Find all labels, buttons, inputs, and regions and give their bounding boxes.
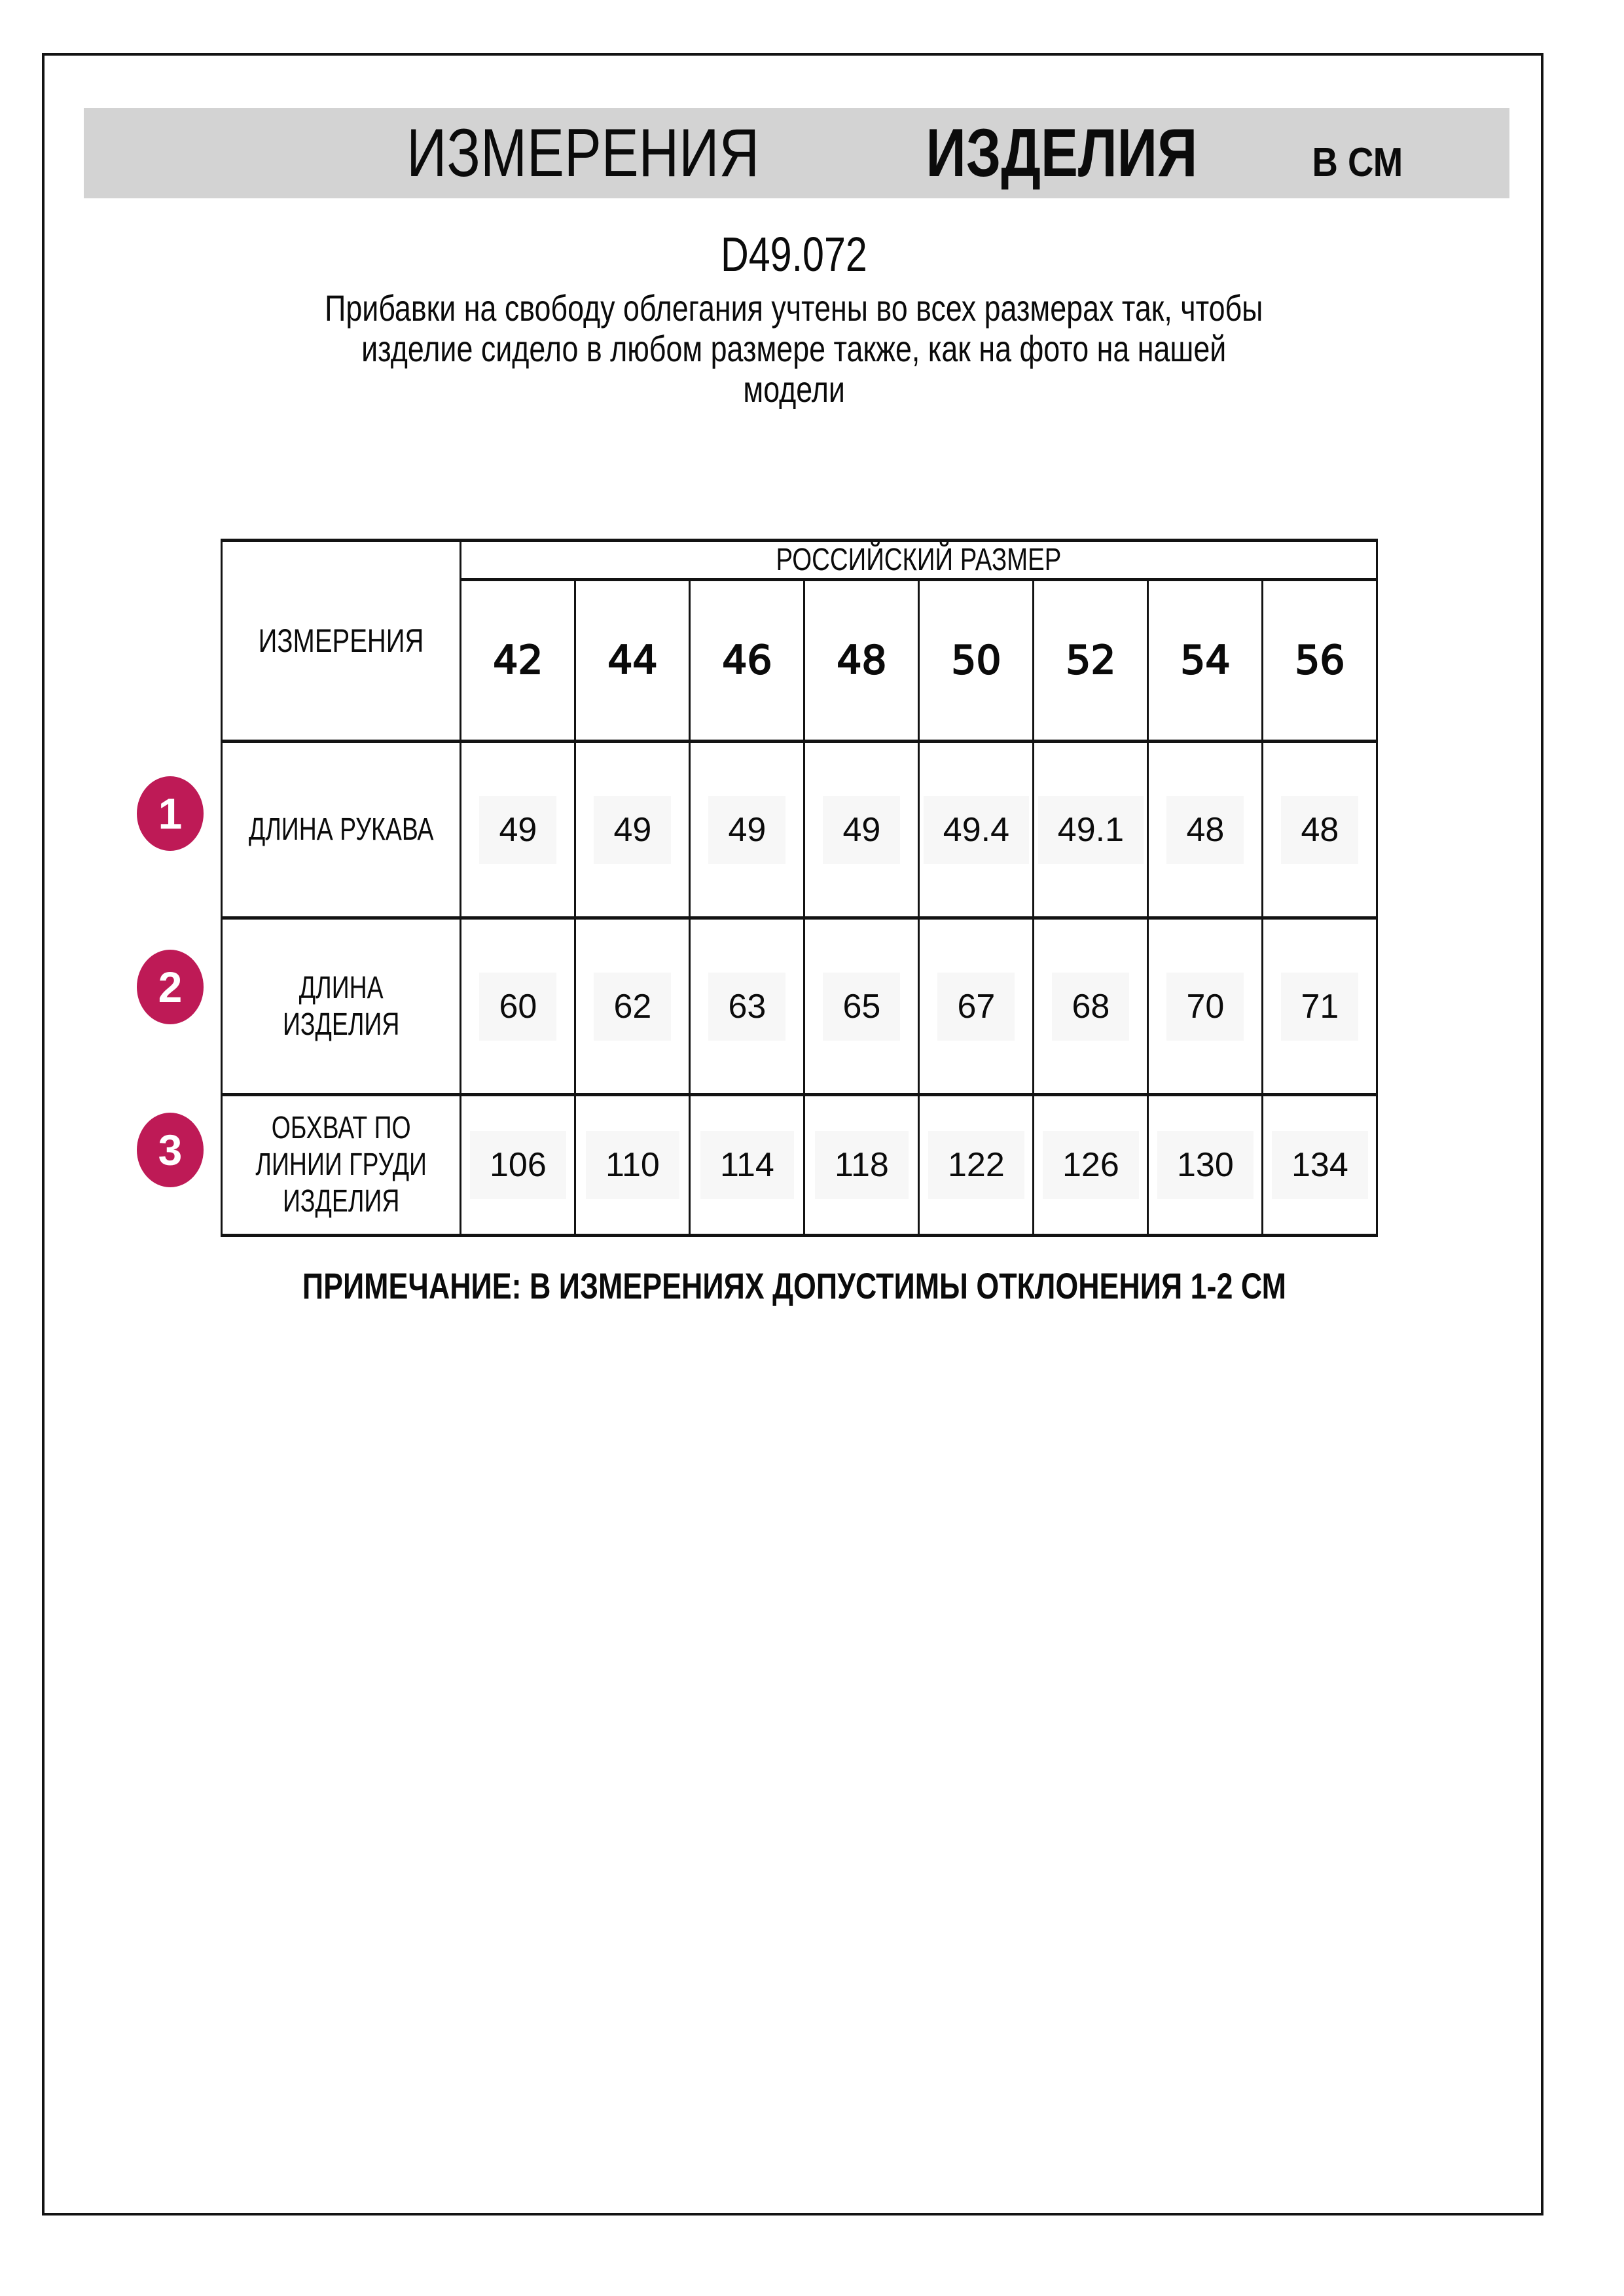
group-header-russian-size: РОССИЙСКИЙ РАЗМЕР (461, 541, 1377, 580)
measurement-value: 49 (690, 742, 804, 918)
measurement-value: 62 (575, 918, 690, 1095)
corner-label: ИЗМЕРЕНИЯ (258, 622, 424, 659)
title-unit: В СМ (1312, 139, 1403, 185)
measurement-value: 48 (1148, 742, 1263, 918)
title-product: ИЗДЕЛИЯ (926, 115, 1198, 191)
measurement-value: 49 (461, 742, 575, 918)
measurement-value: 65 (804, 918, 919, 1095)
table-row-sleeve-length (222, 742, 1377, 918)
description-line: модели (743, 368, 845, 410)
row-label: ОБХВАТ ПО ЛИНИИ ГРУДИ ИЗДЕЛИЯ (222, 1095, 461, 1236)
corner-label-cell (222, 541, 461, 742)
measurement-value: 118 (804, 1095, 919, 1236)
size-column-header: 56 (1263, 580, 1377, 742)
size-column-header: 42 (461, 580, 575, 742)
description (43, 288, 1545, 410)
note-text: ПРИМЕЧАНИЕ: В ИЗМЕРЕНИЯХ ДОПУСТИМЫ ОТКЛОНЕНИЯ 1-2 СМ (302, 1265, 1286, 1306)
measurement-value: 49 (804, 742, 919, 918)
row-badge-2: 2 (137, 950, 204, 1024)
article-code-wrap (43, 226, 1545, 282)
measurement-value: 70 (1148, 918, 1263, 1095)
table-row-chest-girth (222, 1095, 1377, 1236)
measurement-value: 49 (575, 742, 690, 918)
row-label: ДЛИНА РУКАВА (222, 742, 461, 918)
size-column-header: 50 (919, 580, 1034, 742)
page-title (368, 115, 1409, 192)
measurement-value: 49.4 (919, 742, 1034, 918)
measurement-value: 134 (1263, 1095, 1377, 1236)
size-table (221, 539, 1378, 1237)
measurement-value: 106 (461, 1095, 575, 1236)
measurement-value: 114 (690, 1095, 804, 1236)
measurement-value: 48 (1263, 742, 1377, 918)
title-measurements: ИЗМЕРЕНИЯ (406, 115, 759, 191)
size-column-header: 46 (690, 580, 804, 742)
row-badge-1: 1 (137, 776, 204, 851)
description-line: изделие сидело в любом размере также, как на фото на нашей (361, 328, 1227, 369)
measurement-value: 63 (690, 918, 804, 1095)
measurement-value: 71 (1263, 918, 1377, 1095)
article-code: D49.072 (721, 227, 867, 281)
measurement-value: 68 (1034, 918, 1148, 1095)
table-row-product-length (222, 918, 1377, 1095)
measurement-value: 49.1 (1034, 742, 1148, 918)
measurement-value: 130 (1148, 1095, 1263, 1236)
measurement-value: 122 (919, 1095, 1034, 1236)
measurement-value: 60 (461, 918, 575, 1095)
size-column-header: 54 (1148, 580, 1263, 742)
measurement-value: 110 (575, 1095, 690, 1236)
size-column-header: 48 (804, 580, 919, 742)
size-column-header: 52 (1034, 580, 1148, 742)
title-band (84, 108, 1509, 198)
size-column-header: 44 (575, 580, 690, 742)
row-label: ДЛИНА ИЗДЕЛИЯ (222, 918, 461, 1095)
row-badge-3: 3 (137, 1113, 204, 1187)
description-line: Прибавки на свободу облегания учтены во всех размерах так, чтобы (325, 287, 1263, 329)
measurement-value: 67 (919, 918, 1034, 1095)
note-text-wrap (43, 1265, 1545, 1307)
measurement-value: 126 (1034, 1095, 1148, 1236)
